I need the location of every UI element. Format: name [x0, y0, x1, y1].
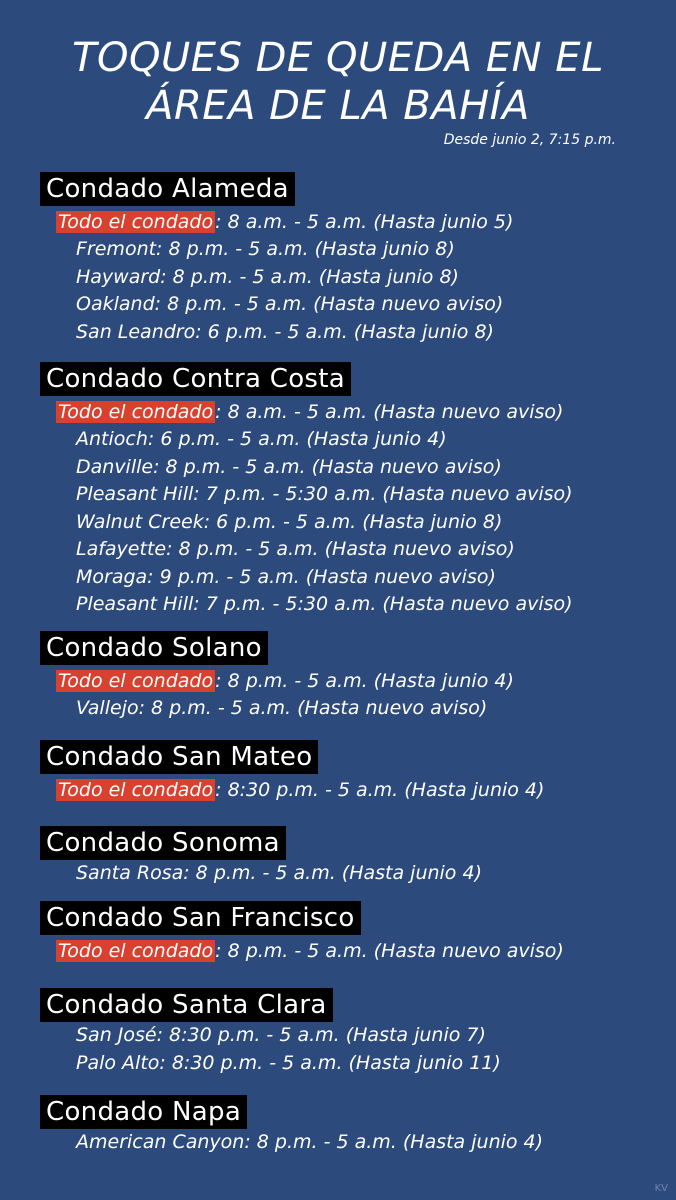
whole-county-line [56, 667, 514, 695]
author-signature: KV [654, 1183, 668, 1194]
county-header: Condado Sonoma [40, 826, 286, 860]
city-line: Moraga: 9 p.m. - 5 a.m. (Hasta nuevo aviso) [76, 565, 496, 588]
county-solano [40, 631, 514, 723]
city-line: American Canyon: 8 p.m. - 5 a.m. (Hasta junio 4) [76, 1131, 544, 1153]
county-napa [40, 1095, 543, 1157]
whole-county-hours: : 8 a.m. - 5 a.m. (Hasta nuevo aviso) [215, 401, 564, 423]
city-line: Walnut Creek: 6 p.m. - 5 a.m. (Hasta junio 8) [76, 510, 503, 533]
whole-county-line [56, 208, 513, 236]
county-header: Condado Santa Clara [40, 988, 333, 1022]
title-line-1: TOQUES DE QUEDA EN EL [72, 35, 604, 81]
whole-county-hours: : 8 p.m. - 5 a.m. (Hasta nuevo aviso) [215, 940, 564, 962]
county-san-francisco [40, 901, 564, 965]
county-sonoma [40, 826, 482, 888]
city-line: Palo Alto: 8:30 p.m. - 5 a.m. (Hasta junio 11) [76, 1051, 501, 1074]
county-header: Condado San Mateo [40, 740, 318, 774]
county-header: Condado Alameda [40, 172, 295, 206]
city-line: Vallejo: 8 p.m. - 5 a.m. (Hasta nuevo aviso) [76, 697, 488, 719]
city-line: San José: 8:30 p.m. - 5 a.m. (Hasta junio 7) [76, 1024, 486, 1046]
city-line: Hayward: 8 p.m. - 5 a.m. (Hasta junio 8) [76, 265, 459, 288]
city-line: Lafayette: 8 p.m. - 5 a.m. (Hasta nuevo aviso) [76, 538, 515, 560]
county-header: Condado Contra Costa [40, 362, 351, 396]
whole-county-line [56, 398, 573, 426]
page-title [0, 34, 676, 130]
city-line: Pleasant Hill: 7 p.m. - 5:30 a.m. (Hasta nuevo aviso) [76, 593, 573, 615]
whole-county-line [56, 776, 544, 804]
subtitle-date: Desde junio 2, 7:15 p.m. [443, 132, 616, 148]
whole-county-tag: Todo el condado [58, 211, 214, 233]
county-san-mateo [40, 740, 544, 804]
city-line: Pleasant Hill: 7 p.m. - 5:30 a.m. (Hasta nuevo aviso) [76, 483, 573, 505]
county-contra-costa [40, 362, 573, 619]
city-line: Antioch: 6 p.m. - 5 a.m. (Hasta junio 4) [76, 428, 447, 450]
city-line: San Leandro: 6 p.m. - 5 a.m. (Hasta junio 8) [76, 320, 494, 343]
whole-county-tag: Todo el condado [58, 670, 214, 692]
title-line-2: ÁREA DE LA BAHÍA [146, 83, 530, 129]
city-line: Santa Rosa: 8 p.m. - 5 a.m. (Hasta junio 4) [76, 862, 482, 884]
whole-county-hours: : 8:30 p.m. - 5 a.m. (Hasta junio 4) [215, 779, 545, 801]
city-line: Danville: 8 p.m. - 5 a.m. (Hasta nuevo aviso) [76, 455, 502, 478]
county-santa-clara [40, 988, 501, 1077]
whole-county-hours: : 8 p.m. - 5 a.m. (Hasta junio 4) [215, 670, 514, 692]
county-alameda [40, 172, 513, 346]
whole-county-tag: Todo el condado [58, 401, 214, 423]
county-header: Condado Solano [40, 631, 268, 665]
whole-county-tag: Todo el condado [58, 940, 214, 962]
county-header: Condado Napa [40, 1095, 247, 1129]
whole-county-line [56, 937, 564, 965]
city-line: Fremont: 8 p.m. - 5 a.m. (Hasta junio 8) [76, 238, 455, 260]
whole-county-tag: Todo el condado [58, 779, 214, 801]
county-header: Condado San Francisco [40, 901, 361, 935]
whole-county-hours: : 8 a.m. - 5 a.m. (Hasta junio 5) [215, 211, 514, 233]
city-line: Oakland: 8 p.m. - 5 a.m. (Hasta nuevo aviso) [76, 293, 504, 315]
